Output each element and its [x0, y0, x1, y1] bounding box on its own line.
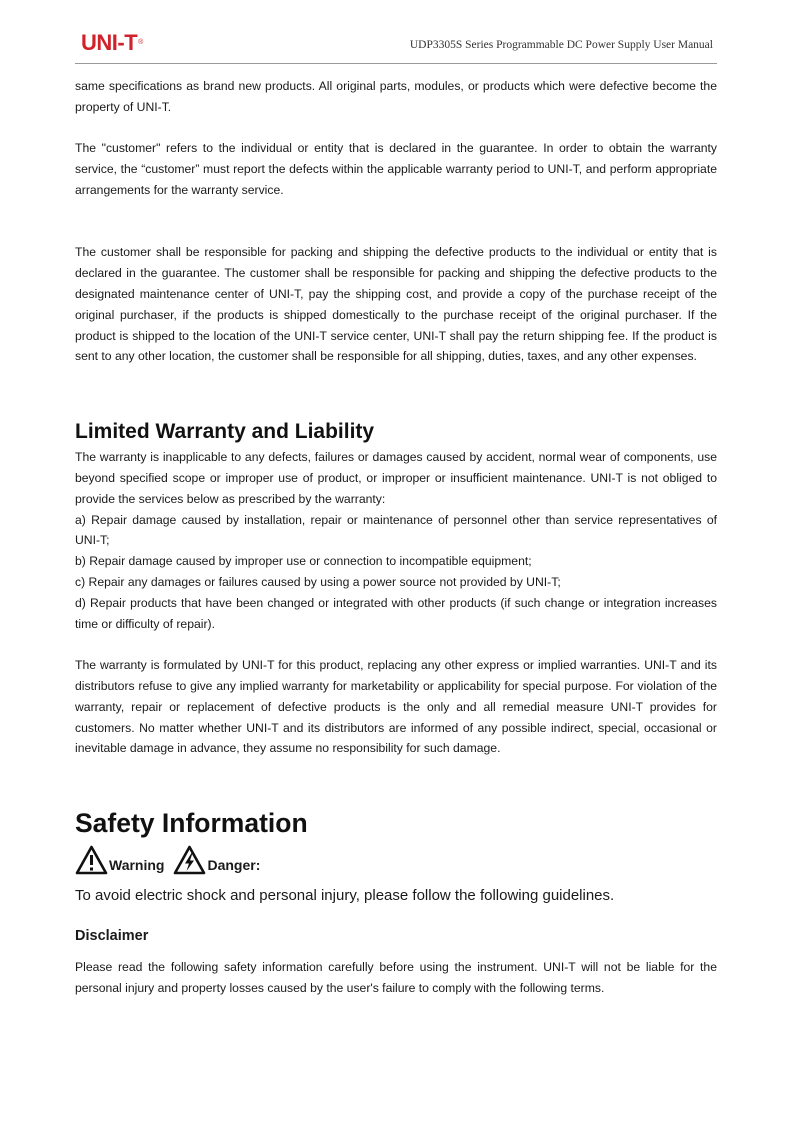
page-header: [75, 29, 717, 64]
disclaimer-text: Please read the following safety information carefully before using the instrument. UNI-T will not be liable for the personal injury and property losses caused by the user's failure to comply with the following terms.: [75, 960, 717, 995]
limited-warranty-intro: The warranty is inapplicable to any defects, failures or damages caused by accident, normal wear of components, use beyond specified scope or improper use of product, or improper or insufficient maintenance. UNI-T is not obliged to provide the services below as prescribed by the warranty:: [75, 450, 717, 506]
list-item: c) Repair any damages or failures caused by using a power source not provided by UNI-T;: [75, 574, 561, 589]
list-item: b) Repair damage caused by improper use or connection to incompatible equipment;: [75, 554, 532, 569]
disclaimer-heading: Disclaimer: [75, 928, 149, 945]
safety-lead-text: To avoid electric shock and personal injury, please follow the following guidelines.: [75, 887, 615, 905]
uni-t-logo: [81, 31, 143, 55]
warning-danger-line: [75, 841, 717, 875]
paragraph-parts-property: same specifications as brand new products. All original parts, modules, or products which were defective become the property of UNI-T.: [75, 79, 717, 114]
warning-label: Warning: [109, 857, 165, 874]
logo-registered-mark: ®: [138, 39, 143, 46]
document-title: UDP3305S Series Programmable DC Power Supply User Manual: [409, 39, 713, 51]
list-item: a) Repair damage caused by installation, repair or maintenance of personnel other than service representatives of UNI-T;: [75, 512, 717, 548]
logo-text: UNI-T: [81, 30, 138, 55]
danger-high-voltage-icon: [173, 845, 206, 875]
warning-triangle-icon: [75, 845, 108, 875]
danger-label: Danger:: [207, 857, 261, 874]
safety-information-heading: Safety Information: [75, 808, 308, 839]
paragraph-customer-definition: The "customer" refers to the individual or entity that is declared in the guarantee. In order to obtain the warranty service, the “customer” must report the defects within the applicable warranty period to UNI-T, and perform appropriate arrangements for the warranty service.: [75, 141, 717, 197]
limited-warranty-closing: The warranty is formulated by UNI-T for this product, replacing any other express or implied warranties. UNI-T and its distributors refuse to give any implied warranty for marketability or applicability for special purpose. For violation of the warranty, repair or replacement of defective products is the only and all remedial measure UNI-T provides for customers. No matter whether UNI-T and its distributors are informed of any possible indirect, special, occasional or inevitable damage in advance, they assume no responsibility for such damage.: [75, 658, 717, 756]
limited-warranty-heading: Limited Warranty and Liability: [75, 420, 375, 444]
paragraph-shipping-responsibility: The customer shall be responsible for packing and shipping the defective products to the individual or entity that is declared in the guarantee. The customer shall be responsible for packing and shipping the defective products to the designated maintenance center of UNI-T, pay the shipping cost, and provide a copy of the purchase receipt of the original purchaser, if the products is shipped domestically to the purchase receipt of the original purchaser. If the product is shipped to the location of the UNI-T service center, UNI-T shall pay the return shipping fee. If the product is sent to any other location, the customer shall be responsible for all shipping, duties, taxes, and any other expenses.: [75, 245, 717, 364]
list-item: d) Repair products that have been changed or integrated with other products (if such change or integration increases time or difficulty of repair).: [75, 595, 717, 631]
page-content: [75, 76, 717, 999]
